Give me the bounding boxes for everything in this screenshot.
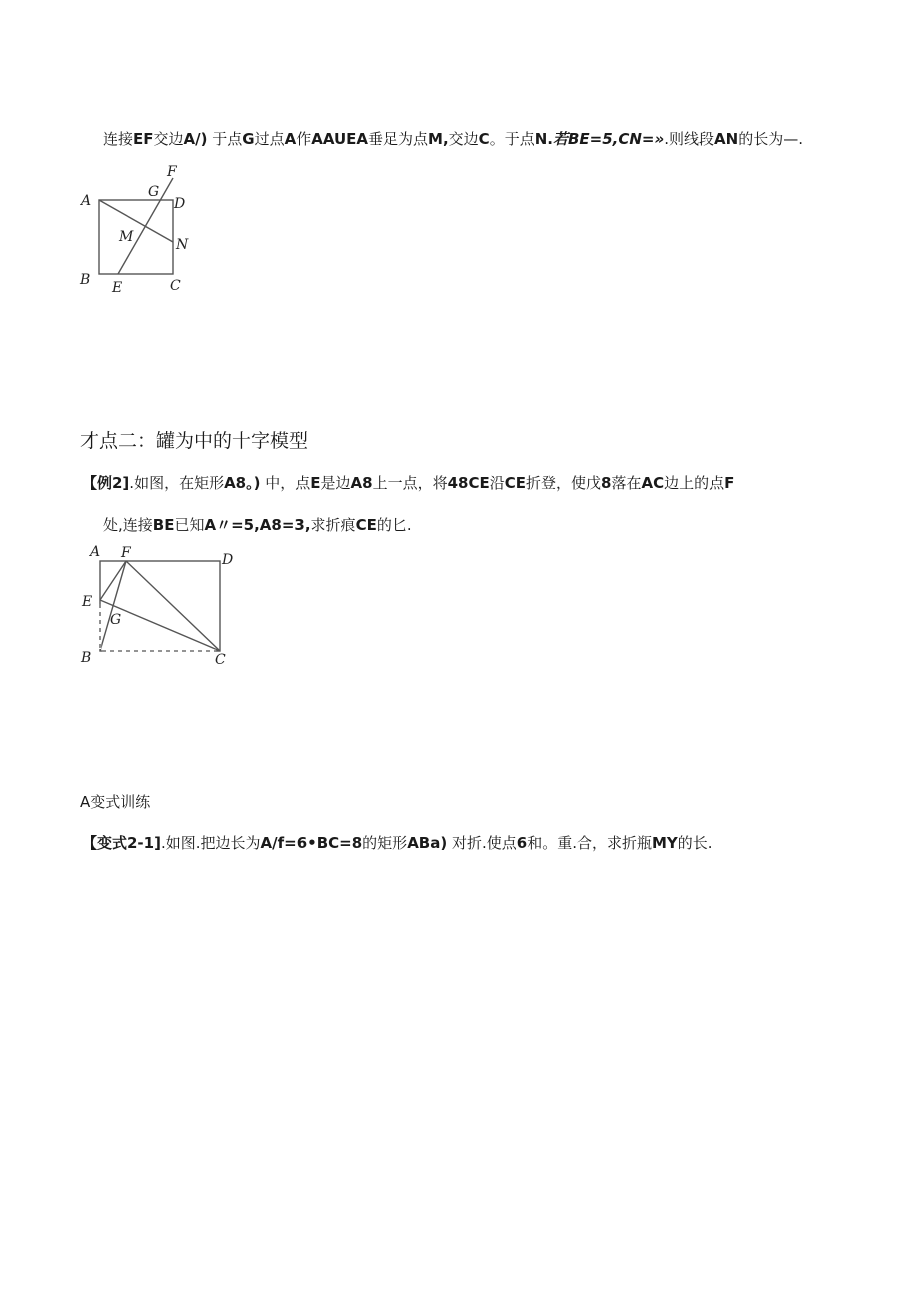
text-run: CE [504, 474, 527, 492]
text-run: 6 [516, 834, 528, 852]
text-run: A [284, 130, 297, 148]
text-run: C [478, 130, 490, 148]
text-run: 于点 [207, 130, 243, 148]
text-run: 【例2] [82, 474, 130, 492]
text-run: 折登，使戊 [526, 474, 602, 492]
text-run: 过点 [254, 130, 285, 148]
text-run: 。于点 [489, 130, 535, 148]
label-b: B [81, 650, 92, 666]
text-run: 【变式2-1] [82, 834, 161, 852]
rectangle-fold-figure [78, 542, 248, 672]
label-g: G [110, 612, 122, 628]
text-run: 和。重.合，求折瓶 [527, 834, 652, 852]
text-run: 交边 [448, 130, 479, 148]
example2-line1 [82, 472, 734, 493]
label-a: A [90, 544, 101, 560]
text-run: A8 [350, 474, 373, 492]
example2-line2 [103, 514, 412, 535]
text-run: CE [355, 516, 377, 534]
label-b: B [80, 272, 91, 288]
text-run: 上一点，将 [372, 474, 448, 492]
segment-an [99, 200, 173, 242]
text-run: BE [152, 516, 175, 534]
label-f: F [167, 164, 177, 180]
problem1-text [103, 128, 803, 149]
text-run: 求折痕 [310, 516, 356, 534]
text-run: E [310, 474, 321, 492]
text-run: .如图.把边长为 [160, 834, 261, 852]
text-run: A/f=6•BC=8 [260, 834, 363, 852]
text-run: G [242, 130, 255, 148]
text-run: 交边 [153, 130, 184, 148]
label-d: D [222, 552, 234, 568]
text-run: .如图，在矩形 [129, 474, 225, 492]
label-c: C [215, 652, 226, 668]
text-run: 垂足为点 [368, 130, 429, 148]
text-run: 处,连接 [103, 516, 153, 534]
text-run: 边上的点 [664, 474, 725, 492]
label-f: F [121, 545, 131, 561]
text-run: 48CE [447, 474, 490, 492]
segment-fc [126, 561, 220, 651]
label-c: C [170, 278, 181, 294]
label-g: G [148, 184, 160, 200]
section-heading: 才点二：罐为中的十字模型 [80, 430, 309, 452]
label-n: N [176, 237, 189, 253]
text-run: 落在 [611, 474, 642, 492]
text-run: N. [534, 130, 553, 148]
text-run: EF [133, 130, 154, 148]
text-run: AC [641, 474, 665, 492]
text-run: AN [714, 130, 739, 148]
label-e: E [82, 594, 93, 610]
label-d: D [174, 196, 186, 212]
text-run: 已知 [174, 516, 205, 534]
text-run: A/) [183, 130, 208, 148]
text-run: ABa) [407, 834, 448, 852]
text-run: AAUEA [311, 130, 369, 148]
square-abcd [99, 200, 173, 274]
text-run: 8 [601, 474, 612, 492]
text-run: MY [651, 834, 678, 852]
square-figure [75, 160, 215, 300]
rectangle-abcd [100, 561, 220, 651]
text-run: A8。) [224, 474, 261, 492]
label-e: E [112, 280, 123, 296]
text-run: 的长为—. [738, 130, 803, 148]
label-a: A [81, 193, 92, 209]
segment-bf [100, 561, 126, 651]
text-run: 中，点 [260, 474, 311, 492]
text-run: 的矩形 [362, 834, 408, 852]
text-run: F [724, 474, 735, 492]
text-run: 若BE=5,CN=» [552, 130, 665, 148]
text-run: 的匕. [376, 516, 412, 534]
text-run: .则线段 [664, 130, 715, 148]
text-run: 沿 [489, 474, 505, 492]
label-m: M [119, 229, 134, 245]
segment-ef [100, 561, 126, 600]
training-problem [82, 832, 713, 853]
text-run: 是边 [320, 474, 351, 492]
training-heading: A变式训练 [80, 793, 151, 811]
text-run: 作 [296, 130, 312, 148]
text-run: A〃=5,A8=3, [204, 516, 311, 534]
text-run: 对折.使点 [447, 834, 517, 852]
text-run: 的长. [677, 834, 713, 852]
text-run: M, [428, 130, 449, 148]
text-run: 连接 [103, 130, 134, 148]
